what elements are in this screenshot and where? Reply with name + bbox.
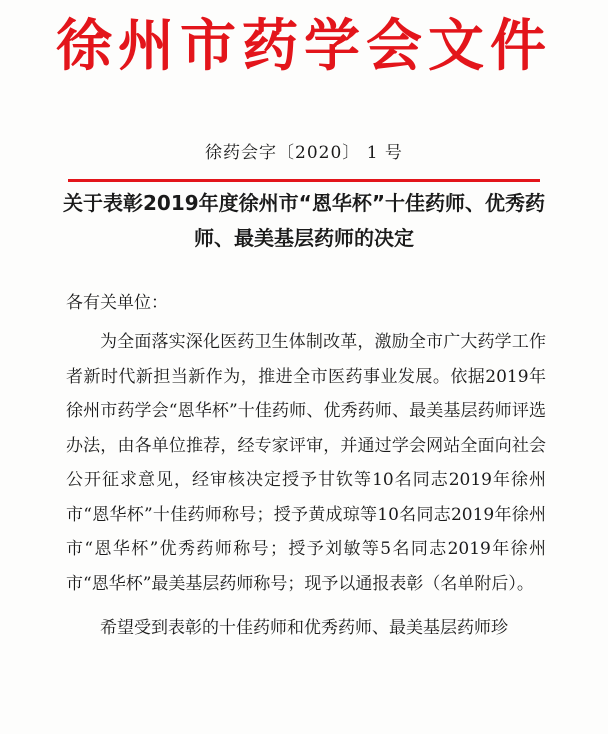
document-number: 徐药会字〔2020〕 1 号 bbox=[205, 143, 403, 163]
body-text bbox=[66, 325, 546, 646]
body-paragraph: 为全面落实深化医药卫生体制改革，激励全市广大药学工作者新时代新担当新作为，推进全市医药事业发展。依据2019年徐州市药学会“恩华杯”十佳药师、优秀药师、最美基层药师评选办法，由各单位推荐，经专家评审，并通过学会网站全面向社会公开征求意见，经审核决定授予甘钦等10名同志2019年徐州市“恩华杯”十佳药师称号；授予黄成琼等10名同志2019年徐州市“恩华杯”优秀药师称号；授予刘敏等5名同志2019年徐州市“恩华杯”最美基层药师称号；现予以通报表彰（名单附后）。 bbox=[66, 332, 546, 594]
document-header-title: 徐州市药学会文件 bbox=[56, 14, 552, 79]
salutation: 各有关单位： bbox=[66, 293, 168, 313]
decision-title: 关于表彰2019年度徐州市“恩华杯”十佳药师、优秀药师、最美基层药师的决定 bbox=[63, 191, 545, 250]
red-divider-line bbox=[68, 179, 540, 182]
body-paragraph: 希望受到表彰的十佳药师和优秀药师、最美基层药师珍 bbox=[100, 618, 508, 638]
